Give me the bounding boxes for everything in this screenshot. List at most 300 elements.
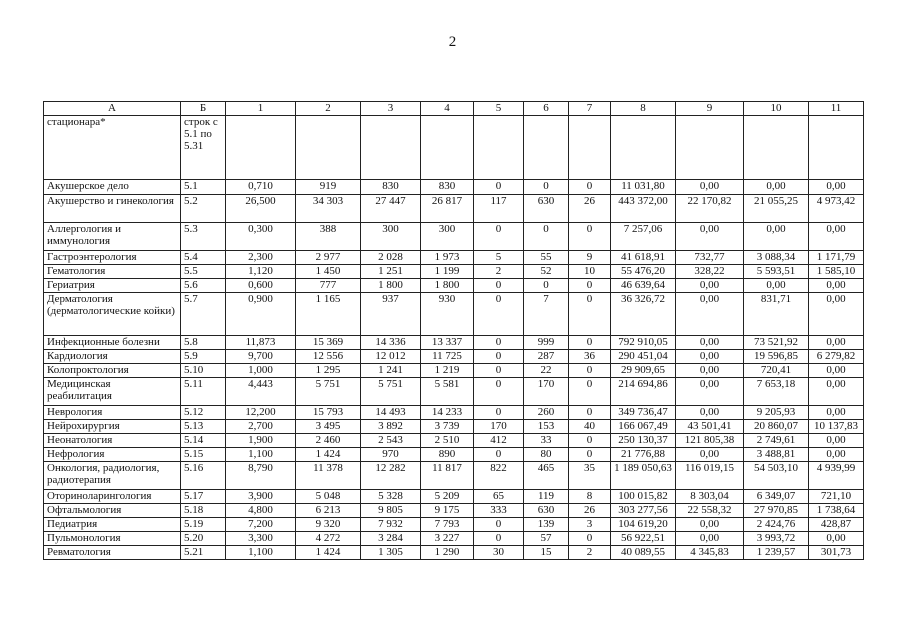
table-cell: 0,00 <box>676 336 744 350</box>
table-cell: 1 585,10 <box>809 265 864 279</box>
table-row <box>44 195 864 223</box>
table-cell: 1 189 050,63 <box>611 462 676 490</box>
column-header: 9 <box>676 102 744 116</box>
table-cell: 1 800 <box>361 279 421 293</box>
table-cell: 2,300 <box>226 251 296 265</box>
table-cell: 27 447 <box>361 195 421 223</box>
table-cell: 3 495 <box>296 420 361 434</box>
table-cell: 0,00 <box>809 434 864 448</box>
table-cell: 2 028 <box>361 251 421 265</box>
table-cell: 0 <box>569 406 611 420</box>
table-cell: 328,22 <box>676 265 744 279</box>
table-cell: 9 175 <box>421 504 474 518</box>
table-row <box>44 434 864 448</box>
row-label: Акушерское дело <box>44 180 181 195</box>
table-cell: 0 <box>474 350 524 364</box>
table-cell: 412 <box>474 434 524 448</box>
table-cell: 0 <box>474 223 524 251</box>
table-cell: 630 <box>524 195 569 223</box>
table-cell: 1 424 <box>296 448 361 462</box>
table-cell: 65 <box>474 490 524 504</box>
table-cell: 117 <box>474 195 524 223</box>
table-cell: 0,00 <box>676 279 744 293</box>
table-cell: 1,120 <box>226 265 296 279</box>
table-cell: 0,600 <box>226 279 296 293</box>
table-cell: 0 <box>474 518 524 532</box>
table-cell: 22 558,32 <box>676 504 744 518</box>
table-cell: 5.14 <box>181 434 226 448</box>
row-label: Нефрология <box>44 448 181 462</box>
table-cell: 11 817 <box>421 462 474 490</box>
row-label: Колопроктология <box>44 364 181 378</box>
table-cell: 5.21 <box>181 546 226 560</box>
table-row <box>44 448 864 462</box>
table-cell: 0 <box>569 293 611 336</box>
table-cell: 349 736,47 <box>611 406 676 420</box>
table-cell: 15 369 <box>296 336 361 350</box>
table-cell: 73 521,92 <box>744 336 809 350</box>
row-label: Аллергология и иммунология <box>44 223 181 251</box>
table-cell: 46 639,64 <box>611 279 676 293</box>
table-cell: 5 593,51 <box>744 265 809 279</box>
table-cell: 1 165 <box>296 293 361 336</box>
table-row <box>44 490 864 504</box>
table-cell: 5 581 <box>421 378 474 406</box>
table-cell: 4 939,99 <box>809 462 864 490</box>
table-cell: 3 892 <box>361 420 421 434</box>
table-row <box>44 462 864 490</box>
table-cell: 5.15 <box>181 448 226 462</box>
table-cell: 1,900 <box>226 434 296 448</box>
table-cell: 0,00 <box>676 378 744 406</box>
table-cell: 3 <box>569 518 611 532</box>
column-header: Б <box>181 102 226 116</box>
table-cell: 290 451,04 <box>611 350 676 364</box>
table-cell: 0,00 <box>676 293 744 336</box>
table-cell: 55 <box>524 251 569 265</box>
table-cell: 3 227 <box>421 532 474 546</box>
column-header: 1 <box>226 102 296 116</box>
table-cell: 0,00 <box>744 223 809 251</box>
table-cell: 153 <box>524 420 569 434</box>
table-row <box>44 504 864 518</box>
table-row <box>44 546 864 560</box>
row-label: Кардиология <box>44 350 181 364</box>
table-cell: 26 <box>569 195 611 223</box>
table-cell: 35 <box>569 462 611 490</box>
table-cell: 43 501,41 <box>676 420 744 434</box>
table-cell: 12,200 <box>226 406 296 420</box>
table-cell: 0,00 <box>676 406 744 420</box>
table-cell: 777 <box>296 279 361 293</box>
table-cell: 443 372,00 <box>611 195 676 223</box>
table-cell: 1 241 <box>361 364 421 378</box>
subheader-cell <box>474 116 524 180</box>
header-row <box>44 102 864 116</box>
table-cell: 5.4 <box>181 251 226 265</box>
table-cell: 0 <box>569 223 611 251</box>
table-cell: 12 012 <box>361 350 421 364</box>
table-cell: 0,00 <box>676 364 744 378</box>
table-cell: 170 <box>474 420 524 434</box>
table-cell: 0 <box>524 223 569 251</box>
table-cell: 55 476,20 <box>611 265 676 279</box>
table-cell: 8 303,04 <box>676 490 744 504</box>
table-cell: 7 793 <box>421 518 474 532</box>
table-row <box>44 364 864 378</box>
table-cell: 0,00 <box>809 378 864 406</box>
table-row <box>44 223 864 251</box>
table-cell: 5.19 <box>181 518 226 532</box>
table-cell: 919 <box>296 180 361 195</box>
table-cell: 5.12 <box>181 406 226 420</box>
table-cell: 7 257,06 <box>611 223 676 251</box>
table-cell: 5.7 <box>181 293 226 336</box>
table-cell: 300 <box>421 223 474 251</box>
table-cell: 0,00 <box>809 279 864 293</box>
table-cell: 40 089,55 <box>611 546 676 560</box>
table-cell: 21 776,88 <box>611 448 676 462</box>
table-cell: 250 130,37 <box>611 434 676 448</box>
table-cell: 0,00 <box>809 364 864 378</box>
table-cell: 0 <box>569 434 611 448</box>
table-cell: 4,800 <box>226 504 296 518</box>
row-label: Неврология <box>44 406 181 420</box>
table-cell: 0 <box>474 364 524 378</box>
table-cell: 5.9 <box>181 350 226 364</box>
table-cell: 890 <box>421 448 474 462</box>
table-cell: 1 450 <box>296 265 361 279</box>
table-cell: 930 <box>421 293 474 336</box>
table-cell: 26,500 <box>226 195 296 223</box>
row-label: Акушерство и гинекология <box>44 195 181 223</box>
table-cell: 7,200 <box>226 518 296 532</box>
table-cell: 1 239,57 <box>744 546 809 560</box>
subheader-cell <box>296 116 361 180</box>
table-cell: 0 <box>569 279 611 293</box>
table-cell: 2 977 <box>296 251 361 265</box>
table-cell: 6 349,07 <box>744 490 809 504</box>
statistics-table <box>43 101 864 560</box>
table-cell: 15 793 <box>296 406 361 420</box>
subheader-cell <box>569 116 611 180</box>
table-cell: 8,790 <box>226 462 296 490</box>
table-cell: 33 <box>524 434 569 448</box>
column-header: 10 <box>744 102 809 116</box>
table-cell: 5 751 <box>296 378 361 406</box>
table-cell: 2 543 <box>361 434 421 448</box>
table-cell: 0 <box>569 180 611 195</box>
table-cell: 970 <box>361 448 421 462</box>
table-cell: 57 <box>524 532 569 546</box>
table-cell: 3,900 <box>226 490 296 504</box>
table-cell: 4 272 <box>296 532 361 546</box>
table-cell: 6 279,82 <box>809 350 864 364</box>
table-cell: 8 <box>569 490 611 504</box>
table-cell: 214 694,86 <box>611 378 676 406</box>
table-cell: 0 <box>474 180 524 195</box>
page-number: 2 <box>448 34 457 50</box>
table-cell: 732,77 <box>676 251 744 265</box>
table-cell: 5.13 <box>181 420 226 434</box>
table-cell: 29 909,65 <box>611 364 676 378</box>
table-cell: 5 209 <box>421 490 474 504</box>
column-header: 8 <box>611 102 676 116</box>
table-cell: 937 <box>361 293 421 336</box>
table-cell: 0,00 <box>809 448 864 462</box>
table-cell: 12 556 <box>296 350 361 364</box>
table-cell: 0,00 <box>809 336 864 350</box>
table-cell: 30 <box>474 546 524 560</box>
table-cell: 10 <box>569 265 611 279</box>
table-cell: 2 749,61 <box>744 434 809 448</box>
table-cell: 0,900 <box>226 293 296 336</box>
table-row <box>44 532 864 546</box>
table-cell: 3 488,81 <box>744 448 809 462</box>
subheader-cell: стационара* <box>44 116 181 180</box>
table-cell: 3 284 <box>361 532 421 546</box>
table-cell: 301,73 <box>809 546 864 560</box>
table-cell: 139 <box>524 518 569 532</box>
table-cell: 4,443 <box>226 378 296 406</box>
row-label: Гастроэнтерология <box>44 251 181 265</box>
table-cell: 13 337 <box>421 336 474 350</box>
table-cell: 0 <box>474 293 524 336</box>
subheader-cell <box>809 116 864 180</box>
table-cell: 388 <box>296 223 361 251</box>
column-header: 7 <box>569 102 611 116</box>
table-cell: 2 510 <box>421 434 474 448</box>
table-cell: 7 932 <box>361 518 421 532</box>
table-cell: 11 725 <box>421 350 474 364</box>
table-cell: 0,00 <box>676 223 744 251</box>
table-cell: 19 596,85 <box>744 350 809 364</box>
table-cell: 0 <box>569 448 611 462</box>
table-cell: 9 805 <box>361 504 421 518</box>
table-cell: 1,100 <box>226 448 296 462</box>
table-cell: 56 922,51 <box>611 532 676 546</box>
table-cell: 720,41 <box>744 364 809 378</box>
table-cell: 20 860,07 <box>744 420 809 434</box>
table-cell: 0 <box>569 378 611 406</box>
column-header: 6 <box>524 102 569 116</box>
subheader-cell <box>421 116 474 180</box>
table-cell: 1 800 <box>421 279 474 293</box>
subheader-cell <box>361 116 421 180</box>
table-cell: 5 <box>474 251 524 265</box>
table-cell: 0 <box>524 279 569 293</box>
table-cell: 721,10 <box>809 490 864 504</box>
subheader-cell: строк с 5.1 по 5.31 <box>181 116 226 180</box>
table-row <box>44 279 864 293</box>
table-cell: 0 <box>569 336 611 350</box>
table-cell: 303 277,56 <box>611 504 676 518</box>
table-cell: 166 067,49 <box>611 420 676 434</box>
table-cell: 36 <box>569 350 611 364</box>
table-cell: 0,300 <box>226 223 296 251</box>
column-header: 3 <box>361 102 421 116</box>
table-cell: 41 618,91 <box>611 251 676 265</box>
table-row <box>44 251 864 265</box>
table-row <box>44 518 864 532</box>
row-label: Нейрохирургия <box>44 420 181 434</box>
table-cell: 36 326,72 <box>611 293 676 336</box>
table-cell: 170 <box>524 378 569 406</box>
column-header: А <box>44 102 181 116</box>
table-cell: 0 <box>569 364 611 378</box>
table-cell: 0,00 <box>809 406 864 420</box>
table-cell: 100 015,82 <box>611 490 676 504</box>
table-cell: 3 739 <box>421 420 474 434</box>
table-cell: 0 <box>474 378 524 406</box>
table-cell: 26 817 <box>421 195 474 223</box>
table-cell: 14 493 <box>361 406 421 420</box>
table-row <box>44 180 864 195</box>
table-cell: 1,100 <box>226 546 296 560</box>
table-cell: 34 303 <box>296 195 361 223</box>
row-label: Оториноларингология <box>44 490 181 504</box>
row-label: Гематология <box>44 265 181 279</box>
table-cell: 0,00 <box>676 518 744 532</box>
table-cell: 1 738,64 <box>809 504 864 518</box>
table-cell: 22 170,82 <box>676 195 744 223</box>
table-row <box>44 265 864 279</box>
subheader-cell <box>611 116 676 180</box>
table-cell: 116 019,15 <box>676 462 744 490</box>
table-cell: 5.8 <box>181 336 226 350</box>
table-cell: 5 328 <box>361 490 421 504</box>
table-cell: 1 290 <box>421 546 474 560</box>
row-label: Пульмонология <box>44 532 181 546</box>
table-cell: 7 653,18 <box>744 378 809 406</box>
table-cell: 5.20 <box>181 532 226 546</box>
row-label: Неонатология <box>44 434 181 448</box>
table-cell: 5.2 <box>181 195 226 223</box>
table-cell: 121 805,38 <box>676 434 744 448</box>
table-cell: 3 088,34 <box>744 251 809 265</box>
table-cell: 5 048 <box>296 490 361 504</box>
table-cell: 119 <box>524 490 569 504</box>
table-cell: 0,00 <box>809 293 864 336</box>
table-cell: 52 <box>524 265 569 279</box>
subheader-cell <box>676 116 744 180</box>
table-cell: 2,700 <box>226 420 296 434</box>
table-cell: 3 993,72 <box>744 532 809 546</box>
table-cell: 0 <box>474 336 524 350</box>
table-cell: 5.1 <box>181 180 226 195</box>
table-cell: 1 424 <box>296 546 361 560</box>
row-label: Инфекционные болезни <box>44 336 181 350</box>
table-cell: 5.16 <box>181 462 226 490</box>
row-label: Педиатрия <box>44 518 181 532</box>
table-cell: 0,00 <box>676 532 744 546</box>
table-cell: 7 <box>524 293 569 336</box>
column-header: 2 <box>296 102 361 116</box>
table-cell: 14 336 <box>361 336 421 350</box>
table-cell: 3,300 <box>226 532 296 546</box>
table-cell: 9 320 <box>296 518 361 532</box>
table-cell: 630 <box>524 504 569 518</box>
table-cell: 999 <box>524 336 569 350</box>
table-cell: 22 <box>524 364 569 378</box>
table-cell: 1 199 <box>421 265 474 279</box>
table-cell: 0 <box>474 448 524 462</box>
table-cell: 4 345,83 <box>676 546 744 560</box>
table-cell: 1 171,79 <box>809 251 864 265</box>
table-cell: 5.10 <box>181 364 226 378</box>
row-label: Медицинская реабилитация <box>44 378 181 406</box>
table-cell: 0 <box>474 406 524 420</box>
table-cell: 1 973 <box>421 251 474 265</box>
table-cell: 10 137,83 <box>809 420 864 434</box>
table-cell: 5.5 <box>181 265 226 279</box>
table-cell: 830 <box>421 180 474 195</box>
table-cell: 0,00 <box>676 448 744 462</box>
table-cell: 0 <box>474 532 524 546</box>
table-cell: 2 <box>569 546 611 560</box>
table-cell: 11,873 <box>226 336 296 350</box>
table-cell: 0,00 <box>744 180 809 195</box>
column-header: 11 <box>809 102 864 116</box>
table-cell: 0,00 <box>809 532 864 546</box>
subheader-cell <box>226 116 296 180</box>
table-cell: 14 233 <box>421 406 474 420</box>
table-cell: 1 295 <box>296 364 361 378</box>
table-cell: 830 <box>361 180 421 195</box>
table-row <box>44 420 864 434</box>
column-header: 4 <box>421 102 474 116</box>
subheader-cell <box>744 116 809 180</box>
table-cell: 0,00 <box>676 350 744 364</box>
table-cell: 6 213 <box>296 504 361 518</box>
table-cell: 5.17 <box>181 490 226 504</box>
table-cell: 0 <box>524 180 569 195</box>
table-cell: 2 <box>474 265 524 279</box>
table-cell: 21 055,25 <box>744 195 809 223</box>
table-cell: 5.11 <box>181 378 226 406</box>
table-cell: 465 <box>524 462 569 490</box>
table-cell: 792 910,05 <box>611 336 676 350</box>
row-label: Офтальмология <box>44 504 181 518</box>
table-cell: 1 305 <box>361 546 421 560</box>
table-cell: 1 219 <box>421 364 474 378</box>
table-cell: 54 503,10 <box>744 462 809 490</box>
table-cell: 27 970,85 <box>744 504 809 518</box>
table-row <box>44 378 864 406</box>
table-cell: 9 205,93 <box>744 406 809 420</box>
table-cell: 11 031,80 <box>611 180 676 195</box>
table-cell: 5 751 <box>361 378 421 406</box>
table-cell: 5.6 <box>181 279 226 293</box>
table-cell: 0 <box>474 279 524 293</box>
table-cell: 0 <box>569 532 611 546</box>
table-cell: 80 <box>524 448 569 462</box>
table-cell: 1 251 <box>361 265 421 279</box>
column-header: 5 <box>474 102 524 116</box>
table-cell: 0,00 <box>676 180 744 195</box>
table-cell: 831,71 <box>744 293 809 336</box>
table-cell: 104 619,20 <box>611 518 676 532</box>
subheader-cell <box>524 116 569 180</box>
table-cell: 40 <box>569 420 611 434</box>
row-label: Онкология, радиология, радиотерапия <box>44 462 181 490</box>
table-cell: 12 282 <box>361 462 421 490</box>
table-cell: 5.3 <box>181 223 226 251</box>
row-label: Ревматология <box>44 546 181 560</box>
table-cell: 300 <box>361 223 421 251</box>
table-cell: 5.18 <box>181 504 226 518</box>
table-cell: 287 <box>524 350 569 364</box>
